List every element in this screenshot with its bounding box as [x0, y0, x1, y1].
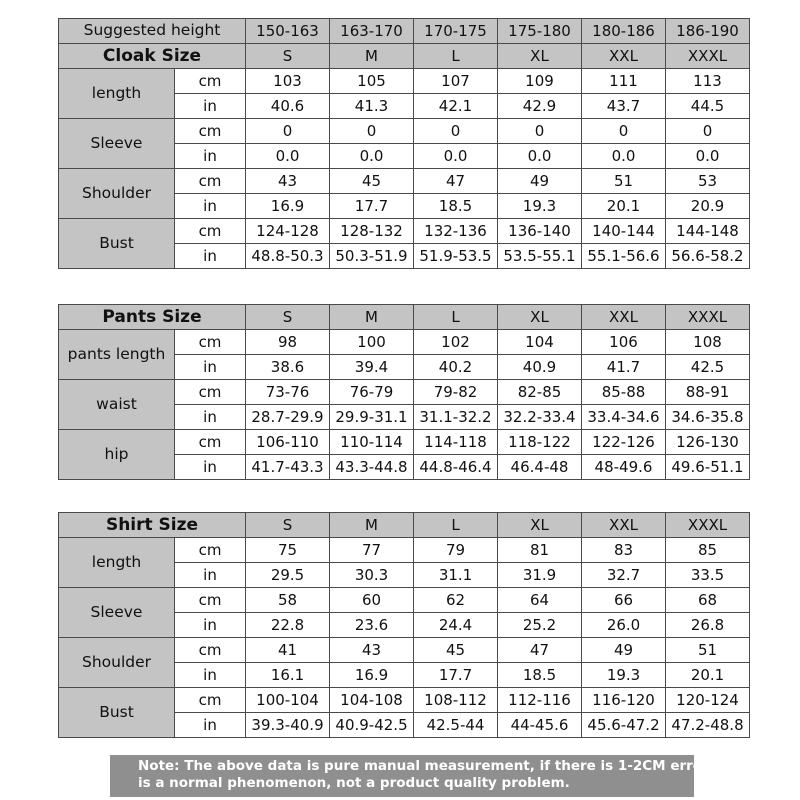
value-cell: 26.0 [582, 613, 666, 638]
value-cell: 19.3 [582, 663, 666, 688]
value-cell: 47 [498, 638, 582, 663]
measurement-note [110, 755, 712, 797]
table-row [59, 330, 750, 355]
value-cell: 77 [330, 538, 414, 563]
unit-cell: in [175, 663, 246, 688]
value-cell: 41.3 [330, 94, 414, 119]
value-cell: 49 [498, 169, 582, 194]
size-header-cell: L [414, 305, 498, 330]
table-row [59, 219, 750, 244]
cloak-size-table [58, 18, 750, 269]
height-cell: 150-163 [246, 19, 330, 44]
shirt-size-table [58, 512, 750, 738]
size-header-cell: S [246, 44, 330, 69]
value-cell: 120-124 [666, 688, 750, 713]
value-cell: 39.3-40.9 [246, 713, 330, 738]
value-cell: 53.5-55.1 [498, 244, 582, 269]
value-cell: 44.5 [666, 94, 750, 119]
value-cell: 38.6 [246, 355, 330, 380]
height-cell: 175-180 [498, 19, 582, 44]
value-cell: 48-49.6 [582, 455, 666, 480]
value-cell: 0.0 [666, 144, 750, 169]
value-cell: 110-114 [330, 430, 414, 455]
measure-label: Sleeve [59, 119, 175, 169]
value-cell: 32.2-33.4 [498, 405, 582, 430]
value-cell: 31.9 [498, 563, 582, 588]
size-header-cell: XL [498, 44, 582, 69]
value-cell: 40.9 [498, 355, 582, 380]
value-cell: 124-128 [246, 219, 330, 244]
value-cell: 0.0 [582, 144, 666, 169]
unit-cell: cm [175, 119, 246, 144]
unit-cell: in [175, 405, 246, 430]
height-cell: 163-170 [330, 19, 414, 44]
value-cell: 42.5 [666, 355, 750, 380]
unit-cell: in [175, 455, 246, 480]
table-row [59, 638, 750, 663]
table-row [59, 538, 750, 563]
value-cell: 41 [246, 638, 330, 663]
unit-cell: cm [175, 538, 246, 563]
value-cell: 23.6 [330, 613, 414, 638]
unit-cell: in [175, 194, 246, 219]
value-cell: 136-140 [498, 219, 582, 244]
value-cell: 0 [582, 119, 666, 144]
value-cell: 22.8 [246, 613, 330, 638]
value-cell: 62 [414, 588, 498, 613]
size-header-row [59, 513, 750, 538]
value-cell: 60 [330, 588, 414, 613]
value-cell: 34.6-35.8 [666, 405, 750, 430]
unit-cell: in [175, 94, 246, 119]
value-cell: 33.4-34.6 [582, 405, 666, 430]
value-cell: 46.4-48 [498, 455, 582, 480]
size-header-cell: XXL [582, 513, 666, 538]
value-cell: 0 [414, 119, 498, 144]
size-header-cell: M [330, 513, 414, 538]
unit-cell: cm [175, 330, 246, 355]
measure-label: Sleeve [59, 588, 175, 638]
value-cell: 76-79 [330, 380, 414, 405]
size-header-cell: L [414, 513, 498, 538]
value-cell: 116-120 [582, 688, 666, 713]
value-cell: 18.5 [498, 663, 582, 688]
value-cell: 113 [666, 69, 750, 94]
value-cell: 112-116 [498, 688, 582, 713]
size-header-cell: XXL [582, 305, 666, 330]
table-row [59, 380, 750, 405]
value-cell: 0.0 [246, 144, 330, 169]
value-cell: 126-130 [666, 430, 750, 455]
value-cell: 16.9 [246, 194, 330, 219]
measure-label: pants length [59, 330, 175, 380]
size-header-cell: XXXL [666, 513, 750, 538]
table-row [59, 169, 750, 194]
value-cell: 43 [246, 169, 330, 194]
value-cell: 109 [498, 69, 582, 94]
unit-cell: cm [175, 169, 246, 194]
size-header-cell: M [330, 44, 414, 69]
value-cell: 18.5 [414, 194, 498, 219]
value-cell: 40.9-42.5 [330, 713, 414, 738]
value-cell: 43.7 [582, 94, 666, 119]
size-header-cell: M [330, 305, 414, 330]
value-cell: 43 [330, 638, 414, 663]
value-cell: 39.4 [330, 355, 414, 380]
value-cell: 114-118 [414, 430, 498, 455]
size-header-cell: XL [498, 305, 582, 330]
value-cell: 85 [666, 538, 750, 563]
value-cell: 106 [582, 330, 666, 355]
value-cell: 47 [414, 169, 498, 194]
value-cell: 106-110 [246, 430, 330, 455]
size-header-cell: XL [498, 513, 582, 538]
value-cell: 31.1-32.2 [414, 405, 498, 430]
value-cell: 49.6-51.1 [666, 455, 750, 480]
unit-cell: in [175, 244, 246, 269]
unit-cell: cm [175, 380, 246, 405]
value-cell: 102 [414, 330, 498, 355]
unit-cell: in [175, 563, 246, 588]
table-title: Pants Size [59, 305, 246, 330]
value-cell: 45 [414, 638, 498, 663]
unit-cell: cm [175, 219, 246, 244]
height-cell: 180-186 [582, 19, 666, 44]
height-cell: 186-190 [666, 19, 750, 44]
measure-label: Bust [59, 688, 175, 738]
measure-label: Shoulder [59, 638, 175, 688]
value-cell: 140-144 [582, 219, 666, 244]
value-cell: 51 [582, 169, 666, 194]
value-cell: 44.8-46.4 [414, 455, 498, 480]
unit-cell: cm [175, 638, 246, 663]
value-cell: 42.5-44 [414, 713, 498, 738]
unit-cell: in [175, 144, 246, 169]
value-cell: 98 [246, 330, 330, 355]
table-row [59, 588, 750, 613]
value-cell: 41.7 [582, 355, 666, 380]
value-cell: 64 [498, 588, 582, 613]
value-cell: 103 [246, 69, 330, 94]
value-cell: 122-126 [582, 430, 666, 455]
height-label: Suggested height [59, 19, 246, 44]
table-row [59, 119, 750, 144]
value-cell: 82-85 [498, 380, 582, 405]
value-cell: 45.6-47.2 [582, 713, 666, 738]
value-cell: 79 [414, 538, 498, 563]
value-cell: 88-91 [666, 380, 750, 405]
value-cell: 26.8 [666, 613, 750, 638]
value-cell: 83 [582, 538, 666, 563]
value-cell: 105 [330, 69, 414, 94]
unit-cell: in [175, 613, 246, 638]
value-cell: 66 [582, 588, 666, 613]
value-cell: 118-122 [498, 430, 582, 455]
value-cell: 58 [246, 588, 330, 613]
value-cell: 68 [666, 588, 750, 613]
note-line-2: is a normal phenomenon, not a product quality problem. [138, 775, 570, 791]
value-cell: 19.3 [498, 194, 582, 219]
value-cell: 100 [330, 330, 414, 355]
value-cell: 100-104 [246, 688, 330, 713]
value-cell: 49 [582, 638, 666, 663]
value-cell: 41.7-43.3 [246, 455, 330, 480]
size-header-cell: XXXL [666, 305, 750, 330]
value-cell: 20.1 [666, 663, 750, 688]
value-cell: 29.5 [246, 563, 330, 588]
value-cell: 47.2-48.8 [666, 713, 750, 738]
value-cell: 0 [330, 119, 414, 144]
table-row [59, 69, 750, 94]
unit-cell: in [175, 355, 246, 380]
value-cell: 0.0 [498, 144, 582, 169]
table-row [59, 430, 750, 455]
value-cell: 53 [666, 169, 750, 194]
value-cell: 55.1-56.6 [582, 244, 666, 269]
table-title: Shirt Size [59, 513, 246, 538]
value-cell: 20.1 [582, 194, 666, 219]
value-cell: 108 [666, 330, 750, 355]
value-cell: 128-132 [330, 219, 414, 244]
value-cell: 43.3-44.8 [330, 455, 414, 480]
value-cell: 50.3-51.9 [330, 244, 414, 269]
value-cell: 79-82 [414, 380, 498, 405]
measure-label: waist [59, 380, 175, 430]
value-cell: 81 [498, 538, 582, 563]
value-cell: 75 [246, 538, 330, 563]
value-cell: 108-112 [414, 688, 498, 713]
value-cell: 0.0 [330, 144, 414, 169]
unit-cell: cm [175, 430, 246, 455]
size-header-cell: L [414, 44, 498, 69]
measure-label: length [59, 538, 175, 588]
size-header-cell: S [246, 513, 330, 538]
value-cell: 51 [666, 638, 750, 663]
height-cell: 170-175 [414, 19, 498, 44]
value-cell: 29.9-31.1 [330, 405, 414, 430]
size-header-cell: S [246, 305, 330, 330]
measure-label: Shoulder [59, 169, 175, 219]
value-cell: 17.7 [414, 663, 498, 688]
unit-cell: cm [175, 69, 246, 94]
value-cell: 30.3 [330, 563, 414, 588]
measure-label: length [59, 69, 175, 119]
value-cell: 51.9-53.5 [414, 244, 498, 269]
value-cell: 25.2 [498, 613, 582, 638]
size-header-row [59, 305, 750, 330]
value-cell: 0 [666, 119, 750, 144]
measure-label: hip [59, 430, 175, 480]
value-cell: 40.6 [246, 94, 330, 119]
value-cell: 85-88 [582, 380, 666, 405]
pants-size-table [58, 304, 750, 480]
size-header-cell: XXL [582, 44, 666, 69]
measure-label: Bust [59, 219, 175, 269]
value-cell: 104-108 [330, 688, 414, 713]
value-cell: 104 [498, 330, 582, 355]
value-cell: 16.1 [246, 663, 330, 688]
value-cell: 42.1 [414, 94, 498, 119]
value-cell: 132-136 [414, 219, 498, 244]
table-row [59, 688, 750, 713]
value-cell: 144-148 [666, 219, 750, 244]
value-cell: 42.9 [498, 94, 582, 119]
size-header-row [59, 44, 750, 69]
unit-cell: cm [175, 688, 246, 713]
unit-cell: in [175, 713, 246, 738]
unit-cell: cm [175, 588, 246, 613]
value-cell: 0 [498, 119, 582, 144]
value-cell: 40.2 [414, 355, 498, 380]
value-cell: 20.9 [666, 194, 750, 219]
value-cell: 33.5 [666, 563, 750, 588]
value-cell: 32.7 [582, 563, 666, 588]
value-cell: 44-45.6 [498, 713, 582, 738]
table-title: Cloak Size [59, 44, 246, 69]
note-line-1: Note: The above data is pure manual measurement, if there is 1-2CM error, [138, 758, 712, 774]
value-cell: 56.6-58.2 [666, 244, 750, 269]
value-cell: 17.7 [330, 194, 414, 219]
value-cell: 28.7-29.9 [246, 405, 330, 430]
value-cell: 0 [246, 119, 330, 144]
value-cell: 45 [330, 169, 414, 194]
value-cell: 0.0 [414, 144, 498, 169]
value-cell: 73-76 [246, 380, 330, 405]
value-cell: 111 [582, 69, 666, 94]
size-header-cell: XXXL [666, 44, 750, 69]
height-row [59, 19, 750, 44]
value-cell: 31.1 [414, 563, 498, 588]
value-cell: 24.4 [414, 613, 498, 638]
value-cell: 48.8-50.3 [246, 244, 330, 269]
value-cell: 107 [414, 69, 498, 94]
value-cell: 16.9 [330, 663, 414, 688]
